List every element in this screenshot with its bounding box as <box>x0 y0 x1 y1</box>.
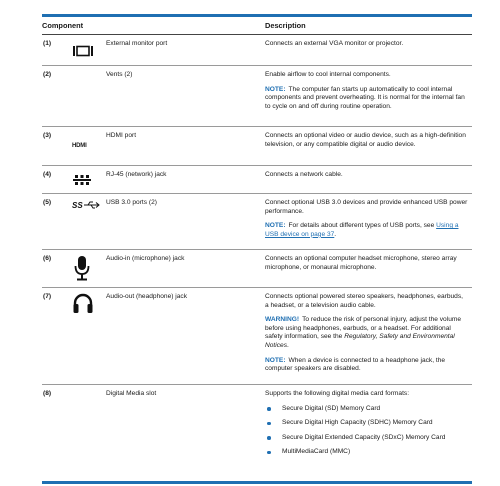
component-name: Audio-out (headphone) jack <box>106 293 188 300</box>
table-row <box>42 66 472 127</box>
table-header <box>42 17 472 35</box>
header-description: Description <box>265 21 306 30</box>
warning-label: WARNING! <box>265 316 300 324</box>
component-description: Connects an external VGA monitor or projector. <box>265 40 404 47</box>
component-name: Digital Media slot <box>106 390 157 397</box>
component-description: Connects a network cable. <box>265 171 343 178</box>
table-row <box>42 166 472 194</box>
list-item: MultiMediaCard (MMC) <box>265 448 468 457</box>
table-bottom-rule <box>42 481 472 484</box>
component-description: Enable airflow to cool internal components. NOTE: The computer fan starts up automatically to cool internal components and prevent overheating. It is normal for the internal fan to cycle on and off during routine operation. <box>265 71 465 110</box>
list-item: Secure Digital (SD) Memory Card <box>265 405 468 414</box>
note-label: NOTE: <box>265 356 286 364</box>
row-number: (8) <box>43 390 52 397</box>
component-description: Connects optional powered stereo speakers, headphones, earbuds, a headset, or a television audio cable. WARNING! To reduce the risk of personal injury, adjust the volume before using headphones, earbuds, or a headset. For additional safety information, see the Regulatory, Safety and Environmental Notices. NOTE: When a device is connected to a headphone jack, the computer speakers are disabled. <box>265 293 463 373</box>
table-row <box>42 35 472 66</box>
component-name: External monitor port <box>106 40 168 47</box>
row-number: (3) <box>43 132 52 139</box>
component-name: Vents (2) <box>106 71 133 78</box>
list-item: Secure Digital High Capacity (SDHC) Memory Card <box>265 419 468 428</box>
table-row <box>42 127 472 166</box>
microphone-icon <box>74 255 90 281</box>
table-row <box>42 385 472 481</box>
component-table <box>42 14 472 484</box>
list-item: Secure Digital Extended Capacity (SDxC) Memory Card <box>265 434 468 443</box>
component-description: Supports the following digital media card formats: Secure Digital (SD) Memory Card Secure Digital High Capacity (SDHC) Memory Card Secure Digital Extended Capacity (SDxC) Memory Card MultiMediaCard (MMC) <box>265 385 472 481</box>
component-description: Connects an optional video or audio device, such as a high-definition television, or any compatible digital or audio device. <box>265 132 466 148</box>
external-monitor-port-icon <box>72 44 94 58</box>
component-description: Connects an optional computer headset microphone, stereo array microphone, or monaural microphone. <box>265 255 457 271</box>
note-label: NOTE: <box>265 85 286 93</box>
row-number: (5) <box>43 199 52 206</box>
component-description: Connect optional USB 3.0 devices and provide enhanced USB power performance. NOTE: For details about different types of USB ports, see Using a USB device on page 37. <box>265 199 468 238</box>
row-number: (7) <box>43 293 52 300</box>
usb3-icon <box>72 200 102 210</box>
row-number: (6) <box>43 255 52 262</box>
component-name: RJ-45 (network) jack <box>106 171 167 178</box>
headphone-icon <box>72 292 94 314</box>
component-name: USB 3.0 ports (2) <box>106 199 157 206</box>
table-row <box>42 250 472 288</box>
component-name: HDMI port <box>106 132 137 139</box>
row-number: (2) <box>43 71 52 78</box>
rj45-network-icon <box>72 174 92 186</box>
usb-device-link[interactable]: Using a USB device on page 37 <box>265 222 459 238</box>
table-row <box>42 194 472 250</box>
component-name: Audio-in (microphone) jack <box>106 255 185 262</box>
hdmi-icon: HDMI <box>72 143 87 149</box>
row-number: (4) <box>43 171 52 178</box>
table-row <box>42 288 472 385</box>
header-component: Component <box>42 21 84 30</box>
svg-text:SS: SS <box>72 201 83 210</box>
row-number: (1) <box>43 40 52 47</box>
media-format-list <box>265 405 468 457</box>
note-label: NOTE: <box>265 222 286 230</box>
